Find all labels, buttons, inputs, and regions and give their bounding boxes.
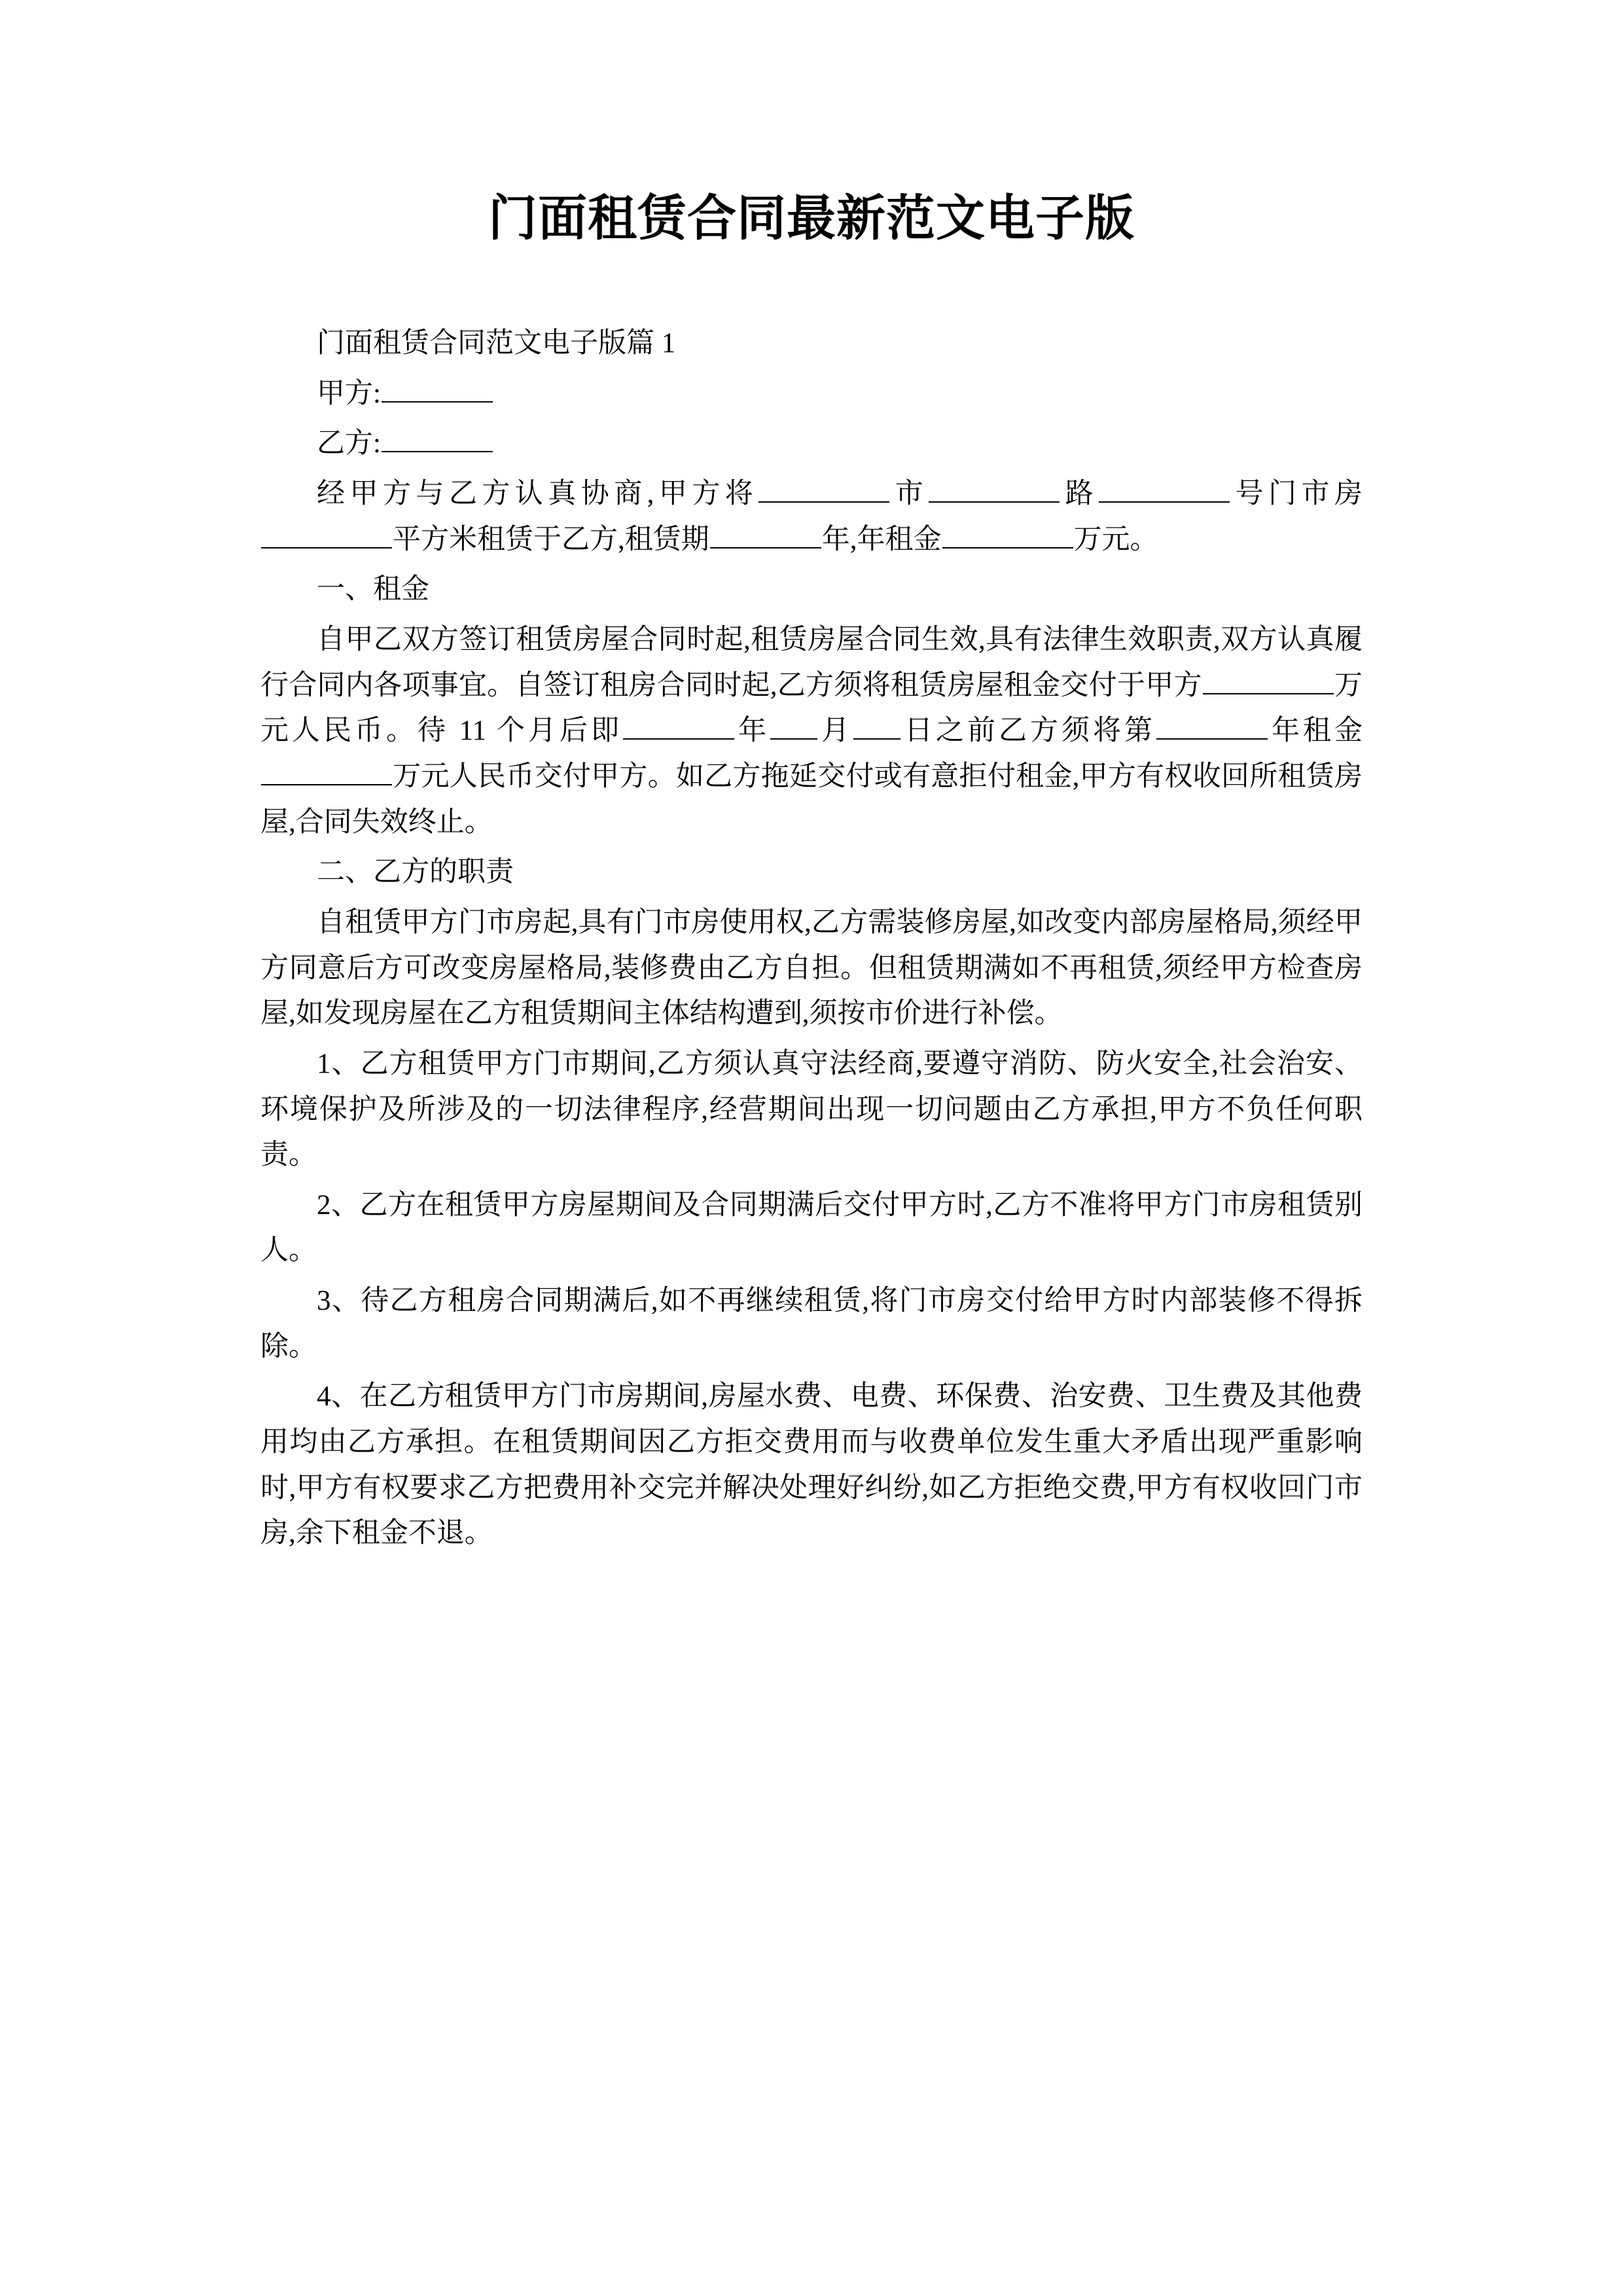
section-heading-rent: 一、租金	[317, 574, 429, 605]
duty-item-2: 2、乙方在租赁甲方房屋期间及合同期满后交付甲方时,乙方不准将甲方门市房租赁别人。	[260, 1189, 1363, 1266]
intro-city-label: 市	[890, 478, 929, 509]
intro-area-label: 平方米租赁于乙方,租赁期	[393, 524, 709, 555]
rent-text-b: 万元人民币。待 11 个月后即	[260, 670, 1363, 747]
rent-blank[interactable]	[942, 519, 1073, 548]
party-b-line	[260, 421, 1363, 467]
number-blank[interactable]	[1099, 473, 1230, 503]
area-blank[interactable]	[261, 519, 392, 548]
party-a-line	[260, 371, 1363, 417]
rent-text-d: 月	[817, 715, 853, 747]
road-blank[interactable]	[929, 473, 1060, 503]
rent-text-a: 自甲乙双方签订租赁房屋合同时起,租赁房屋合同生效,具有法律生效职责,双方认真履行合同内各项事宜。自签订租房合同时起,乙方须将租赁房屋租金交付于甲方	[260, 624, 1363, 701]
intro-road-label: 路	[1060, 478, 1099, 509]
intro-number-label: 号门市房	[1230, 478, 1363, 509]
rent-text-c: 年	[734, 715, 770, 747]
term-blank[interactable]	[710, 519, 821, 548]
duty-item-3: 3、待乙方租房合同期满后,如不再继续租赁,将门市房交付给甲方时内部装修不得拆除。	[260, 1285, 1363, 1362]
party-a-label: 甲方:	[317, 378, 381, 409]
rent-text-f: 年租金	[1268, 715, 1363, 747]
rent-paragraph	[260, 617, 1363, 845]
party-b-label: 乙方:	[317, 428, 381, 459]
page-title: 门面租赁合同最新范文电子版	[488, 192, 1135, 246]
due-year-blank[interactable]	[623, 710, 734, 740]
duty-item-4: 4、在乙方租赁甲方门市房期间,房屋水费、电费、环保费、治安费、卫生费及其他费用均由乙方承担。在租赁期间因乙方拒交费用而与收费单位发生重大矛盾出现严重影响时,甲方有权要求乙方把费用补交完并解决处理好纠纷,如乙方拒绝交费,甲方有权收回门市房,余下租金不退。	[260, 1381, 1363, 1549]
document-body	[260, 321, 1363, 1556]
document-content	[260, 0, 1363, 1561]
duty-item-1: 1、乙方租赁甲方门市期间,乙方须认真守法经商,要遵守消防、防火安全,社会治安、环境保护及所涉及的一切法律程序,经营期间出现一切问题由乙方承担,甲方不负任何职责。	[260, 1048, 1363, 1171]
nth-rent-blank[interactable]	[261, 756, 392, 785]
section-heading-duties: 二、乙方的职责	[317, 857, 514, 888]
due-month-blank[interactable]	[770, 710, 817, 740]
nth-year-blank[interactable]	[1156, 710, 1268, 740]
duties-paragraph: 自租赁甲方门市房起,具有门市房使用权,乙方需装修房屋,如改变内部房屋格局,须经甲方同意后方可改变房屋格局,装修费由乙方自担。但租赁期满如不再租赁,须经甲方检查房屋,如发现房屋在乙方租赁期间主体结构遭到,须按市价进行补偿。	[260, 906, 1363, 1030]
section-heading: 门面租赁合同范文电子版篇 1	[317, 328, 676, 359]
party-a-blank[interactable]	[382, 373, 493, 403]
intro-year-label: 年,年租金	[821, 524, 942, 555]
first-payment-blank[interactable]	[1203, 665, 1334, 694]
intro-paragraph	[260, 471, 1363, 562]
rent-text-e: 日之前乙方须将第	[901, 715, 1156, 747]
party-b-blank[interactable]	[382, 423, 493, 452]
intro-amount-label: 万元。	[1073, 524, 1158, 555]
city-blank[interactable]	[758, 473, 889, 503]
due-day-blank[interactable]	[853, 710, 901, 740]
rent-text-g: 万元人民币交付甲方。如乙方拖延交付或有意拒付租金,甲方有权收回所租赁房屋,合同失效终止。	[260, 761, 1363, 838]
intro-text-1: 经甲方与乙方认真协商,甲方将	[317, 478, 758, 509]
